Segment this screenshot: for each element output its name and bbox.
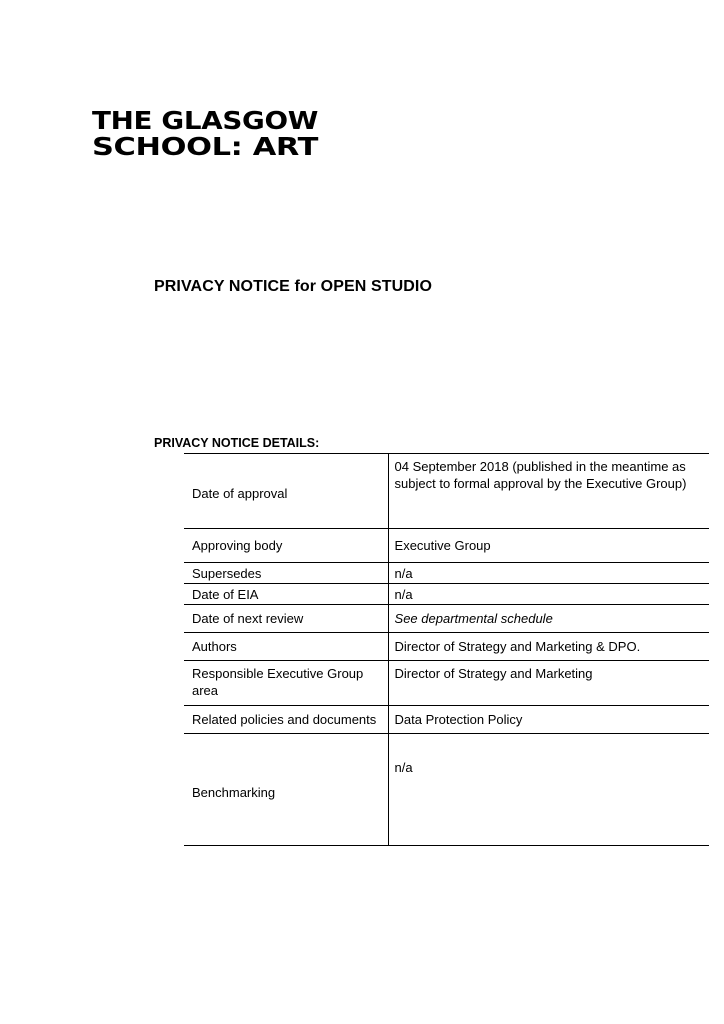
row-value: n/a (388, 734, 709, 846)
row-label: Date of next review (184, 605, 388, 633)
table-row (184, 734, 709, 846)
svg-text:THE GLASGOW: THE GLASGOW (92, 107, 318, 135)
document-title: PRIVACY NOTICE for OPEN STUDIO (154, 278, 432, 295)
row-label: Date of EIA (184, 584, 388, 605)
row-value: n/a (388, 563, 709, 584)
row-value: Director of Strategy and Marketing (388, 661, 709, 706)
gsa-logo-wordmark (92, 107, 322, 157)
row-label: Responsible Executive Group area (184, 661, 388, 706)
table-row (184, 706, 709, 734)
row-value: Director of Strategy and Marketing & DPO. (388, 633, 709, 661)
table-row (184, 605, 709, 633)
svg-text:SCHOOL: ART: SCHOOL: ART (92, 132, 319, 157)
table-row (184, 584, 709, 605)
row-label: Approving body (184, 529, 388, 563)
table-row (184, 529, 709, 563)
section-heading: PRIVACY NOTICE DETAILS: (154, 436, 320, 450)
table-row (184, 661, 709, 706)
row-label: Supersedes (184, 563, 388, 584)
row-value: n/a (388, 584, 709, 605)
row-label: Authors (184, 633, 388, 661)
privacy-notice-details-table (184, 453, 709, 846)
table-row (184, 633, 709, 661)
table-row (184, 454, 709, 529)
row-value: Data Protection Policy (388, 706, 709, 734)
row-value: Executive Group (388, 529, 709, 563)
row-value: See departmental schedule (388, 605, 709, 633)
row-label: Benchmarking (184, 734, 388, 846)
gsa-logo (92, 107, 322, 157)
row-value: 04 September 2018 (published in the meantime as subject to formal approval by the Executive Group) (388, 454, 709, 529)
table-row (184, 563, 709, 584)
row-label: Related policies and documents (184, 706, 388, 734)
row-label: Date of approval (184, 454, 388, 529)
